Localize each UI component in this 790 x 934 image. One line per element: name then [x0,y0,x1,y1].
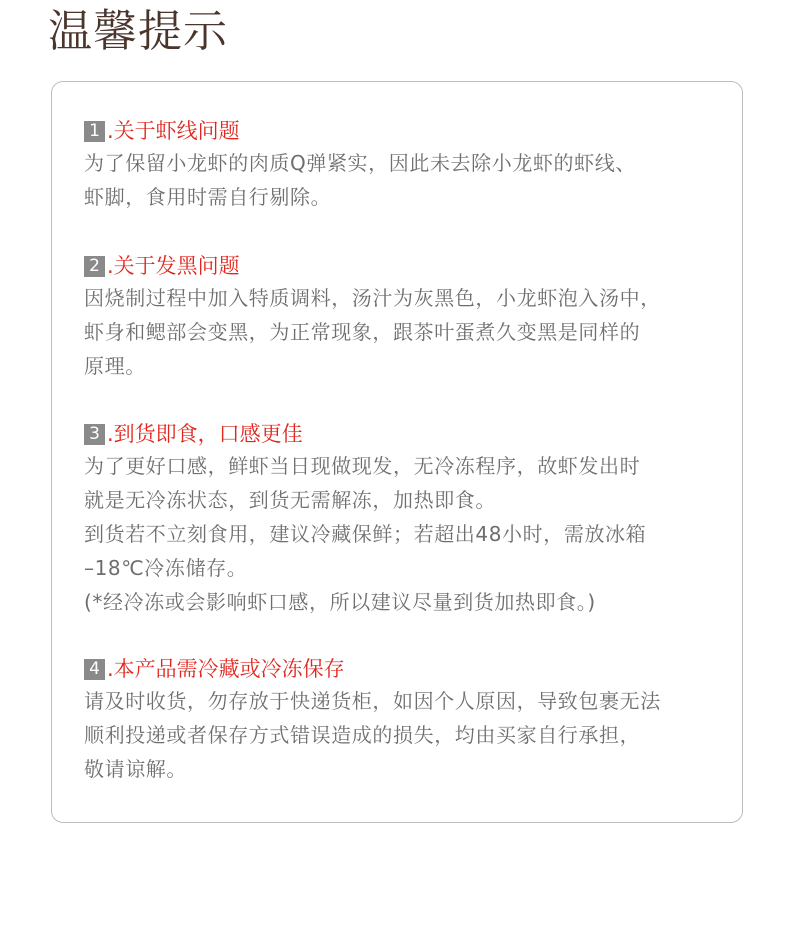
section-heading-text: .到货即食，口感更佳 [107,422,303,446]
section-number-badge: 2 [84,256,105,277]
section-body-line: 就是无冷冻状态，到货无需解冻，加热即食。 [84,488,496,512]
section-number-badge: 4 [84,659,105,680]
section-heading [84,116,724,146]
section-heading [84,654,724,684]
section-number-badge: 3 [84,424,105,445]
section-heading-text: .关于虾线问题 [107,119,240,143]
section-body-line: 顺利投递或者保存方式错误造成的损失，均由买家自行承担， [84,723,641,747]
section-number-badge: 1 [84,121,105,142]
section-body-line: 为了更好口感，鲜虾当日现做现发，无冷冻程序，故虾发出时 [84,454,641,478]
section-heading-text: .本产品需冷藏或冷冻保存 [107,657,345,681]
notice-section-1 [84,116,724,214]
notice-section-4 [84,654,724,786]
section-heading [84,251,724,281]
section-body-line: 因烧制过程中加入特质调料，汤汁为灰黑色，小龙虾泡入汤中， [84,286,661,310]
section-body-line: 虾脚，食用时需自行剔除。 [84,185,332,209]
page-title: 温馨提示 [48,6,228,57]
section-heading-text: .关于发黑问题 [107,254,240,278]
notice-section-2 [84,251,724,383]
section-body-line: 请及时收货，勿存放于快递货柜，如因个人原因，导致包裹无法 [84,689,661,713]
section-body-line: 虾身和鳃部会变黑，为正常现象，跟茶叶蛋煮久变黑是同样的 [84,320,641,344]
section-body-line: –18℃冷冻储存。 [84,556,248,580]
notice-card [51,81,743,823]
notice-section-3 [84,419,724,619]
section-body-line: 原理。 [84,354,146,378]
section-body-line: 敬请谅解。 [84,757,187,781]
section-body-line: 为了保留小龙虾的肉质Q弹紧实，因此未去除小龙虾的虾线、 [84,151,636,175]
section-body-line: (*经冷冻或会影响虾口感，所以建议尽量到货加热即食。) [84,590,596,614]
section-body-line: 到货若不立刻食用，建议冷藏保鲜；若超出48小时，需放冰箱 [84,522,647,546]
section-heading [84,419,724,449]
